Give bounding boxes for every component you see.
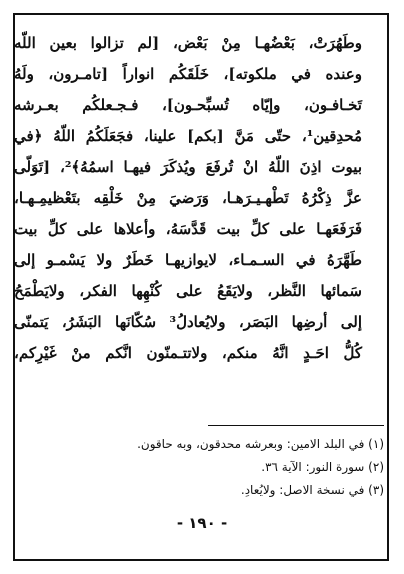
main-text: [14, 28, 362, 369]
footnote: (٣) في نسخة الاصل: ولايُعادِ.: [240, 483, 384, 497]
text-line: تَخـافـون، وإيّاه تُسبِّحـون]، فـجـعلكُم بعـرشه: [14, 96, 362, 114]
footnote: (١) في البلد الامين: وبعرشه محدقون، وبه حاقون.: [137, 437, 384, 451]
footnotes: [48, 433, 384, 502]
text-line: عزَّ ذِكْرُهُ تَطْهـيـرَهـا، وَرَضيَ مِنْ خَلْقِه بتَعْظيمِـهـا،: [14, 189, 362, 207]
text-line: وطَهُرَتْ، بَعْضُهـا مِنْ بَعْض، [لم تزالوا بعين اللّه: [14, 34, 362, 52]
text-line: فَرَفَعَهـا على كلِّ بيت قَدَّسَهُ، وأعلاها على كلِّ بيت: [14, 220, 362, 238]
footnote-separator: [208, 425, 384, 426]
text-line: طَهَّرَهُ في السـمـاء، لايوازيهـا خَطَرٌ ولا يَسْمـو إلى: [14, 251, 362, 269]
text-line: وعنده في ملكوته]، خَلَقَكُم انواراً [تامـرون، ولَهُ: [14, 65, 362, 83]
text-line: إلى أرضِها البَصَر، ولايُعادلُ³ سُكّانَها البَشَرُ، يَتمنّى: [14, 313, 362, 331]
text-line: كُلُّ احَـدٍ انَّهُ منكم، ولاتتـمنّون انَّكم منْ غَيْرِكم،: [14, 344, 362, 362]
page-number: - ١٩٠ -: [176, 514, 228, 532]
text-line: سَمائها النَّظر، ولايَقَعُ على كُنْهِها الفكر، ولايَطْمَحُ: [14, 282, 362, 300]
text-line: بيوت اذِنَ اللّهُ انْ تُرفَعَ ويُذكَرَ فيهـا اسمُهُ﴾²، [تَوَلّى: [14, 158, 362, 176]
text-line: مُحدِقين¹، حتّى مَنَّ [بكم] علينا، فجَعَلَكُمُ اللّهُ ﴿في: [14, 127, 362, 145]
footnote: (٢) سورة النور: الآية ٣٦.: [261, 460, 384, 474]
